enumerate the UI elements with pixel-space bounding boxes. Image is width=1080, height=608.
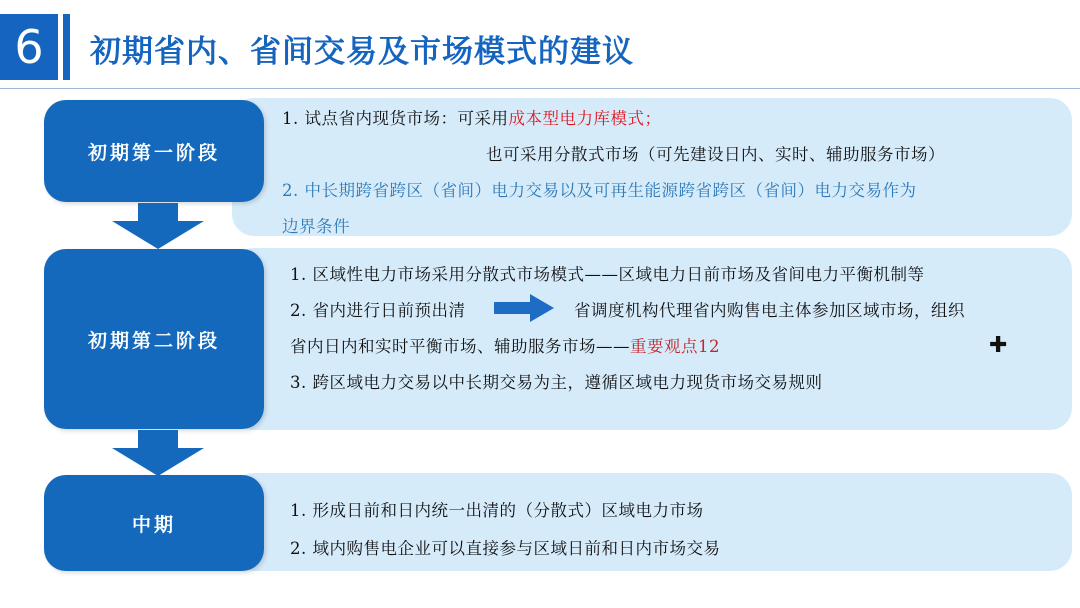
stage-3-label: 中期: [44, 475, 264, 571]
stage-1-line-1-highlight: 成本型电力库模式；: [508, 109, 662, 128]
down-arrow-icon: [108, 203, 208, 249]
stage-2-line-3-highlight: 重要观点12: [630, 337, 720, 356]
title-accent-bar: [63, 14, 70, 80]
right-arrow-icon: [494, 294, 554, 322]
stage-1-line-1-text: 1. 试点省内现货市场：可采用: [282, 109, 509, 128]
stage-2-line-2-suffix: 省调度机构代理省内购售电主体参加区域市场，组织: [574, 301, 965, 320]
stage-2-line-3: [290, 333, 720, 357]
page-title: 初期省内、省间交易及市场模式的建议: [90, 34, 634, 70]
header-divider: [0, 88, 1080, 89]
stage-2-label: 初期第二阶段: [44, 249, 264, 429]
stage-2-line-1: 1. 区域性电力市场采用分散式市场模式——区域电力日前市场及省间电力平衡机制等: [290, 265, 925, 284]
stage-1-line-1: [282, 105, 662, 129]
down-arrow-icon: [108, 430, 208, 476]
stage-1-label: 初期第一阶段: [44, 100, 264, 202]
stage-3-line-1: 1. 形成日前和日内统一出清的（分散式）区域电力市场: [290, 501, 704, 520]
stage-1-line-2: 也可采用分散式市场（可先建设日内、实时、辅助服务市场）: [486, 145, 945, 164]
plus-icon: ✚: [989, 333, 1008, 358]
stage-1-line-4: 边界条件: [282, 217, 350, 236]
stage-2-line-3-text: 省内日内和实时平衡市场、辅助服务市场——: [290, 337, 630, 356]
stage-1-line-3: 2. 中长期跨省跨区（省间）电力交易以及可再生能源跨省跨区（省间）电力交易作为: [282, 181, 917, 200]
stage-2-line-4: 3. 跨区域电力交易以中长期交易为主，遵循区域电力现货市场交易规则: [290, 373, 823, 392]
section-number: 6: [0, 14, 58, 80]
stage-3-line-2: 2. 域内购售电企业可以直接参与区域日前和日内市场交易: [290, 539, 721, 558]
stage-2-line-2-prefix: 2. 省内进行日前预出清: [290, 301, 466, 320]
